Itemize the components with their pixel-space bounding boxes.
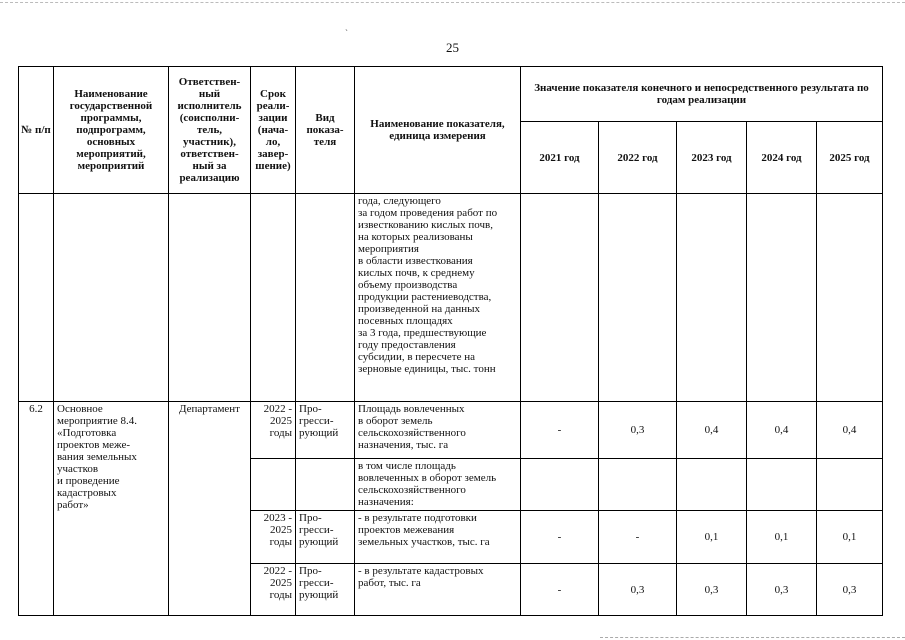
header-year: 2021 год bbox=[521, 122, 599, 194]
responsible: Департамент bbox=[169, 402, 251, 616]
header-indicator: Наименование показателя, единица измерения bbox=[355, 67, 521, 194]
measure-name: Основное мероприятие 8.4. «Подготовка проектов меже- вания земельных участков и проведение кадастровых работ» bbox=[54, 402, 169, 616]
header-num: № п/п bbox=[19, 67, 54, 194]
value-2021: - bbox=[521, 511, 599, 564]
value-2025: 0,1 bbox=[817, 511, 883, 564]
value-2021: - bbox=[521, 564, 599, 616]
value-2023: 0,1 bbox=[677, 511, 747, 564]
table-row bbox=[19, 402, 883, 459]
indicator-name: в том числе площадь вовлеченных в оборот земель сельскохозяйственного назначения: bbox=[355, 459, 521, 511]
value-2025: 0,3 bbox=[817, 564, 883, 616]
bottom-scan-edge bbox=[600, 637, 905, 638]
header-year: 2025 год bbox=[817, 122, 883, 194]
value-2021 bbox=[521, 459, 599, 511]
period: 2023 - 2025 годы bbox=[251, 511, 296, 564]
value-2025 bbox=[817, 459, 883, 511]
indicator-type: Про- гресси- рующий bbox=[296, 402, 355, 459]
top-scan-edge bbox=[0, 2, 905, 4]
row-number: 6.2 bbox=[19, 402, 54, 616]
value-2023 bbox=[677, 459, 747, 511]
value-2025: 0,4 bbox=[817, 402, 883, 459]
header-name: Наименование государственной программы, подпрограмм, основных мероприятий, мероприятий bbox=[54, 67, 169, 194]
value-2022: 0,3 bbox=[599, 402, 677, 459]
header-type: Вид показа-теля bbox=[296, 67, 355, 194]
indicator-name: - в результате кадастровых работ, тыс. га bbox=[355, 564, 521, 616]
header-year: 2024 год bbox=[747, 122, 817, 194]
header-period: Срок реали-зации (нача-ло, завер-шение) bbox=[251, 67, 296, 194]
cell-empty bbox=[747, 194, 817, 402]
cell-empty bbox=[296, 194, 355, 402]
header-year: 2022 год bbox=[599, 122, 677, 194]
header-values-group: Значение показателя конечного и непосредственного результата по годам реализации bbox=[521, 67, 883, 122]
indicator-table bbox=[18, 66, 883, 616]
period bbox=[251, 459, 296, 511]
cell-empty bbox=[251, 194, 296, 402]
indicator-name: - в результате подготовки проектов межевания земельных участков, тыс. га bbox=[355, 511, 521, 564]
value-2023: 0,4 bbox=[677, 402, 747, 459]
indicator-type: Про- гресси- рующий bbox=[296, 511, 355, 564]
cell-empty bbox=[169, 194, 251, 402]
period: 2022 - 2025 годы bbox=[251, 564, 296, 616]
scan-mark: ˋ bbox=[345, 28, 348, 38]
value-2024 bbox=[747, 459, 817, 511]
page-number: 25 bbox=[446, 40, 459, 55]
cell-empty bbox=[677, 194, 747, 402]
value-2023: 0,3 bbox=[677, 564, 747, 616]
indicator-type bbox=[296, 459, 355, 511]
value-2022 bbox=[599, 459, 677, 511]
cell-empty bbox=[817, 194, 883, 402]
value-2022: - bbox=[599, 511, 677, 564]
cell-empty bbox=[599, 194, 677, 402]
indicator-type: Про- гресси- рующий bbox=[296, 564, 355, 616]
header-year: 2023 год bbox=[677, 122, 747, 194]
cell-empty bbox=[19, 194, 54, 402]
value-2021: - bbox=[521, 402, 599, 459]
value-2024: 0,1 bbox=[747, 511, 817, 564]
continued-indicator: года, следующего за годом проведения работ по известкованию кислых почв, на которых реализованы мероприятия в области известкования кислых почв, к среднему объему производства продукции растениеводства, произведенной на данных посевных площадях за 3 года, предшествующие году предоставления субсидии, в пересчете на зерновые единицы, тыс. тонн bbox=[355, 194, 521, 402]
period: 2022 - 2025 годы bbox=[251, 402, 296, 459]
header-responsible: Ответствен-ный исполнитель (соисполни-тель, участник), ответствен-ный за реализацию bbox=[169, 67, 251, 194]
value-2024: 0,4 bbox=[747, 402, 817, 459]
cell-empty bbox=[521, 194, 599, 402]
value-2024: 0,3 bbox=[747, 564, 817, 616]
value-2022: 0,3 bbox=[599, 564, 677, 616]
indicator-name: Площадь вовлеченных в оборот земель сельскохозяйственного назначения, тыс. га bbox=[355, 402, 521, 459]
table-row-continued bbox=[19, 194, 883, 402]
cell-empty bbox=[54, 194, 169, 402]
